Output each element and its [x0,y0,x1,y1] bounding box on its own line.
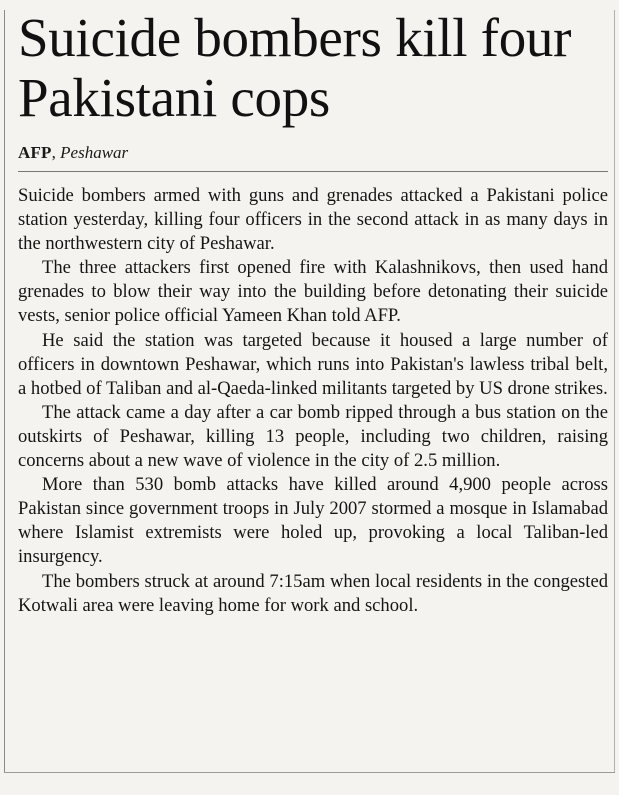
paragraph: The attack came a day after a car bomb ripped through a bus station on the outskirts of Peshawar, killing 13 people, including two children, raising concerns about a new wave of violence in the city of 2.5 million. [18,401,608,472]
paragraph: The three attackers first opened fire with Kalashnikovs, then used hand grenades to blow their way into the building before detonating their suicide vests, senior police official Yameen Khan told AFP. [18,257,608,327]
byline [18,142,608,164]
column-rule-right [614,10,615,773]
paragraph: The bombers struck at around 7:15am when local residents in the congested Kotwali area were leaving home for work and school. [18,570,608,616]
paragraph: He said the station was targeted because it housed a large number of officers in downtown Peshawar, which runs into Pakistan's lawless tribal belt, a hotbed of Taliban and al-Qaeda-linked militants targeted by US drone strikes. [18,329,608,399]
headline: Suicide bombers kill four Pakistani cops [18,7,572,128]
paragraph: More than 530 bomb attacks have killed around 4,900 people across Pakistan since government troops in July 2007 stormed a mosque in Islamabad where Islamist extremists were holed up, provoking a local Taliban-led insurgency. [18,474,608,568]
column-rule-left [4,10,5,773]
byline-divider [18,171,608,172]
news-article [18,8,608,618]
column-rule-bottom [4,772,615,773]
byline-location: Peshawar [60,143,129,162]
paragraph: Suicide bombers armed with guns and grenades attacked a Pakistani police station yesterday, killing four officers in the second attack in as many days in the northwestern city of Peshawar. [18,185,608,255]
article-body [18,184,608,618]
byline-separator: , [51,143,61,162]
byline-agency: AFP [18,143,52,162]
